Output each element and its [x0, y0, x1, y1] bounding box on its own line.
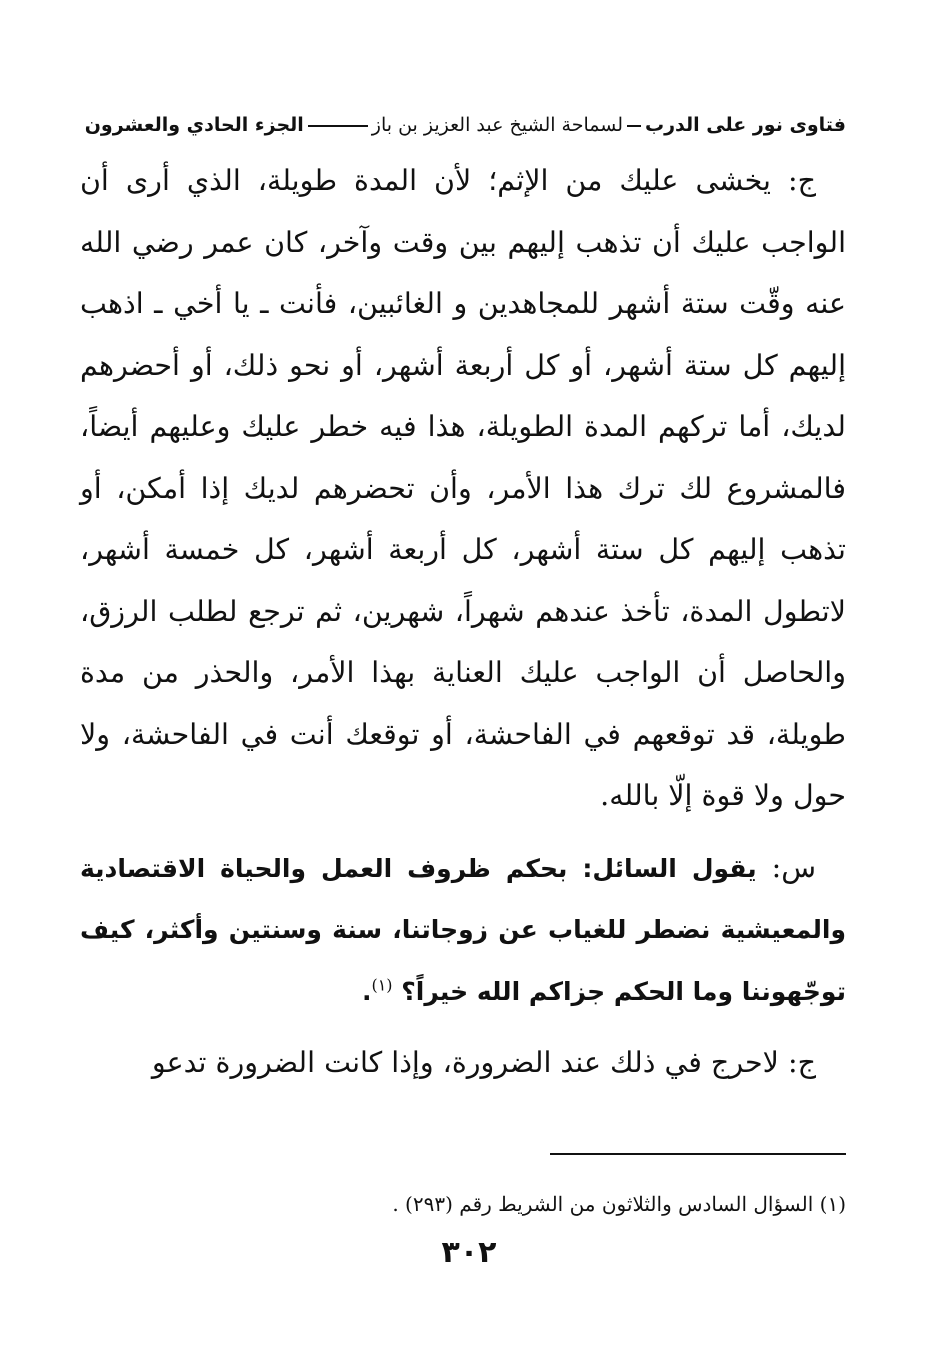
page-number: ٣٠٢	[441, 1235, 497, 1270]
question-end: .	[361, 976, 372, 1006]
header-dash	[627, 125, 641, 127]
book-title: فتاوى نور على الدرب	[645, 114, 846, 136]
author-name: لسماحة الشيخ عبد العزيز بن باز	[371, 114, 623, 136]
main-text	[80, 150, 846, 1094]
footnote: (١) السؤال السادس والثلاثون من الشريط رقم (٢٩٣) .	[392, 1192, 846, 1216]
footnote-reference[interactable]: (١)	[371, 975, 393, 995]
answer-paragraph: ج: يخشى عليك من الإثم؛ لأن المدة طويلة، الذي أرى أن الواجب عليك أن تذهب إليهم بين وقت وآخر، كان عمر رضي الله عنه وقّت ستة أشهر للمجاهدين و الغائبين، فأنت ـ يا أخي ـ اذهب إليهم كل ستة أشهر، أو كل أربعة أشهر، أو نحو ذلك، أو أحضرهم لديك، أما تركهم المدة الطويلة، هذا فيه خطر عليك وعليهم أيضاً، فالمشروع لك ترك هذا الأمر، وأن تحضرهم لديك إذا أمكن، أو تذهب إليهم كل ستة أشهر، كل أربعة أشهر، كل خمسة أشهر، لاتطول المدة، تأخذ عندهم شهراً، شهرين، ثم ترجع لطلب الرزق، والحاصل أن الواجب عليك العناية بهذا الأمر، والحذر من مدة طويلة، قد توقعهم في الفاحشة، أو توقعك أنت في الفاحشة، ولا حول ولا قوة إلّا بالله.	[80, 164, 846, 812]
question-marker: س:	[771, 850, 816, 884]
question-text: يقول السائل: بحكم ظروف العمل والحياة الاقتصادية والمعيشية نضطر للغياب عن زوجاتنا، سنة وسنتين وأكثر، كيف توجّهوننا وما الحكم جزاكم الله خيراً؟	[80, 853, 846, 1006]
header-rule	[308, 125, 368, 127]
answer-paragraph-continued: ج: لاحرج في ذلك عند الضرورة، وإذا كانت الضرورة تدعو	[151, 1046, 816, 1079]
footnote-separator	[550, 1153, 846, 1155]
question-paragraph	[80, 837, 846, 1023]
volume-part: الجزء الحادي والعشرون	[84, 114, 304, 136]
running-header	[82, 104, 846, 144]
